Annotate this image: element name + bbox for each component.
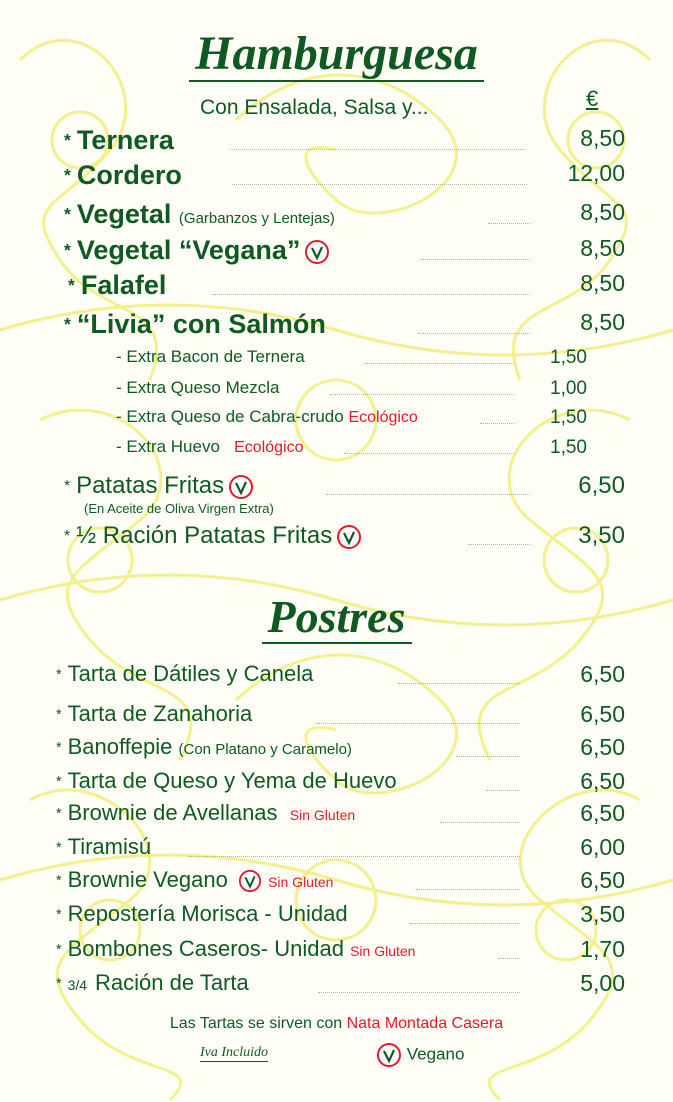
menu-page: Hamburguesa Con Ensalada, Salsa y... € * Ternera 8,50 * Cordero 12,00 * Vegetal (Garbanzos y Lentejas) 8,50 * Vegetal “Vegana” 8,50 * Falafel 8,50 * “Livia” con Salmón 8,50 - Extra Bacon de Ternera 1,50 - Extra Queso Mezcla 1,00 - Extra Queso de Cabra-crudo Ecológico 1,50 - Extra Huevo Ecológico 1,50 * Patatas Fritas 6,50 (En Aceite de Oliva Virgen Extra) * ½ Ración Patatas Fritas 3,50 Postres * Tarta de Dátiles y Canela 6,50 * Tarta de Zanahoria 6,50 * Banoffepie (Con Platano y Caramelo) 6,50 * Tarta de Queso y Yema de Huevo 6,50 * Brownie de Avellanas Sin Gluten 6,50 * Tiramisú 6,00 * Brownie Vegano Sin Gluten 6,50 * Repostería Morisca - Unidad 3,50 * Bombones Caseros- Unidad Sin Gluten 1,70 * 3/4 Ración de Tarta 5,00 Las Tartas se sirven con Nata Montada Casera Iva Incluido Vegano [0,0,673,1102]
vegan-icon [304,239,330,265]
item-price: 3,50 [580,901,625,927]
extra-price: 1,00 [550,378,587,399]
item-price: 6,00 [580,834,625,860]
item-price: 8,50 [580,235,625,261]
item-price: 1,70 [580,936,625,962]
item-price: 6,50 [580,867,625,893]
iva-included-note: Iva Incluido [200,1045,269,1060]
vegan-icon [336,524,362,550]
item-price: 8,50 [580,125,625,151]
item-price: 6,50 [580,661,625,687]
extra-price: 1,50 [550,437,587,458]
item-price: 6,50 [580,800,625,826]
item-price: 3,50 [578,522,625,549]
vegan-icon [228,474,254,500]
extra-price: 1,50 [550,347,587,368]
footer-note: Las Tartas se sirven con Nata Montada Casera [169,1015,504,1032]
burgers-subtitle: Con Ensalada, Salsa y... [200,96,429,119]
vegan-legend: Vegano [372,1042,464,1068]
vegan-icon [376,1042,402,1068]
currency-symbol: € [586,86,599,111]
item-price: 6,50 [580,768,625,794]
burgers-title: Hamburguesa [0,26,673,81]
desserts-title: Postres [0,590,673,643]
item-price: 6,50 [580,701,625,727]
item-price: 8,50 [580,199,625,225]
item-price: 8,50 [580,270,625,296]
item-price: 12,00 [567,160,625,186]
vegan-icon [238,869,262,893]
item-price: 6,50 [580,734,625,760]
fries-note: (En Aceite de Oliva Virgen Extra) [84,501,274,516]
extra-price: 1,50 [550,407,587,428]
item-price: 6,50 [578,472,625,499]
item-price: 5,00 [580,970,625,996]
item-price: 8,50 [580,309,625,335]
